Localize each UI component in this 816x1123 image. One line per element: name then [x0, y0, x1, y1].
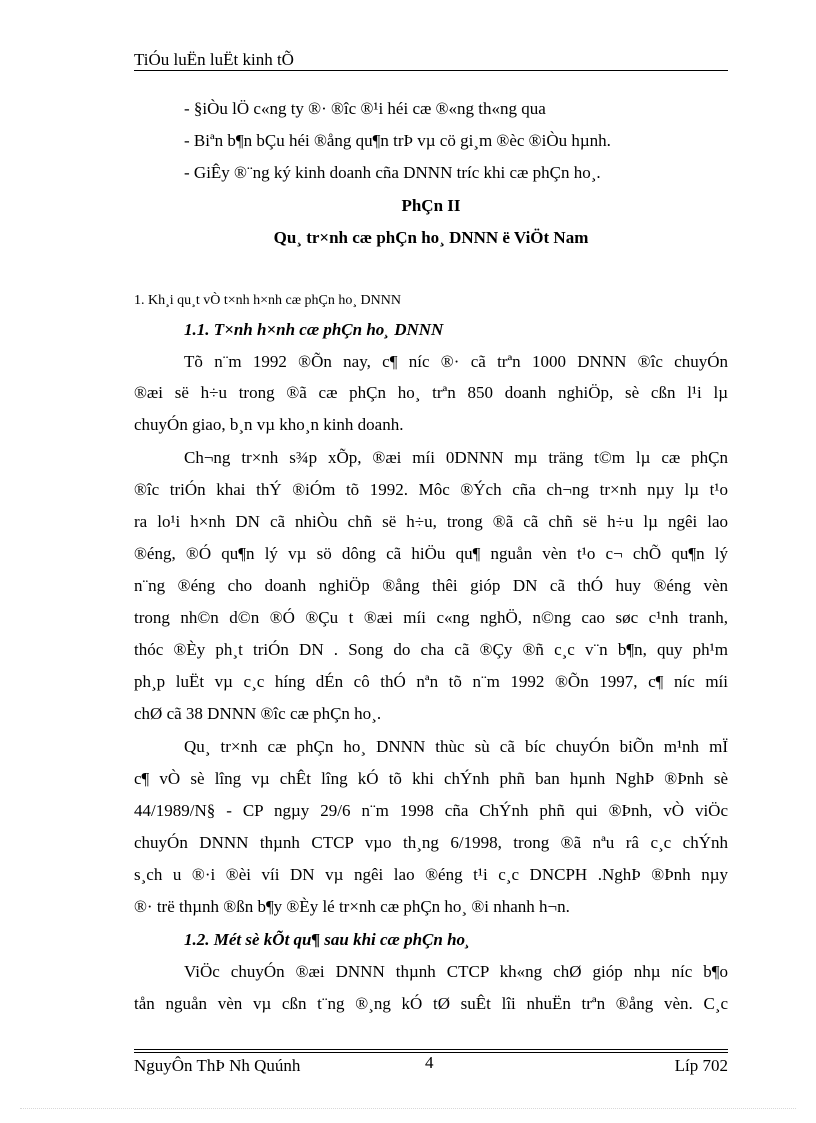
section-heading: 1. Kh¸i qu¸t vÒ t×nh h×nh cæ phÇn ho¸ DNNN — [134, 293, 401, 308]
paragraph-line: chuyÓn DNNN thµnh CTCP vµo th¸ng 6/1998, trong ®ã nªu râ c¸c chÝnh — [134, 833, 728, 852]
paragraph-line: thóc ®Èy ph¸t triÓn DN . Song do cha cã ®Çy ®ñ c¸c v¨n b¶n, quy ph¹m — [134, 640, 728, 659]
bullet-line: - §iÒu lÖ c«ng ty ®· ®îc ®¹i héi cæ ®«ng th«ng qua — [184, 99, 546, 118]
paragraph-line: ®æi së h÷u trong ®ã cæ phÇn ho¸ trªn 850 doanh nghiÖp, sè cßn l¹i lµ — [134, 383, 728, 402]
page-bottom-edge — [20, 1108, 796, 1109]
part-title: Qu¸ tr×nh cæ phÇn ho¸ DNNN ë ViÖt Nam — [273, 228, 589, 247]
paragraph-line: chØ cã 38 DNNN ®îc cæ phÇn ho¸. — [134, 704, 382, 723]
paragraph-line: ra lo¹i h×nh DN cã nhiÒu chñ së h÷u, trong ®ã cã chñ së h÷u lµ ngêi lao — [134, 512, 728, 531]
paragraph-line: c¶ vÒ sè lîng vµ chÊt lîng kÓ tõ khi chÝnh phñ ban hµnh NghÞ ®Þnh sè — [134, 769, 728, 788]
paragraph-line: trong nh©n d©n ®Ó ®Çu t ®æi míi c«ng nghÖ, n©ng cao søc c¹nh tranh, — [134, 608, 728, 627]
bullet-line: - GiÊy ®¨ng ký kinh doanh cña DNNN tríc khi cæ phÇn ho¸. — [184, 163, 601, 182]
footer-author: NguyÔn ThÞ Nh Quúnh — [134, 1056, 301, 1075]
subsection-heading: 1.1. T×nh h×nh cæ phÇn ho¸ DNNN — [184, 320, 444, 339]
paragraph-line: s¸ch u ®·i ®èi víi DN vµ ngêi lao ®éng t¹i c¸c DNCPH .NghÞ ®Þnh nµy — [134, 865, 728, 884]
paragraph-line: ®îc triÓn khai thÝ ®iÓm tõ 1992. Môc ®Ých cña ch¬ng tr×nh nµy lµ t¹o — [134, 480, 728, 499]
paragraph-line: chuyÓn giao, b¸n vµ kho¸n kinh doanh. — [134, 415, 404, 434]
paragraph-line: n¨ng ®éng cho doanh nghiÖp ®ång thêi gióp DN cã thÓ huy ®éng vèn — [134, 576, 728, 595]
paragraph-line: 44/1989/N§ - CP ngµy 29/6 n¨m 1998 cña ChÝnh phñ qui ®Þnh, vÒ viÖc — [134, 801, 728, 820]
bullet-line: - Biªn b¶n bÇu héi ®ång qu¶n trÞ vµ cö gi¸m ®èc ®iÒu hµnh. — [184, 131, 611, 150]
paragraph-line: Tõ n¨m 1992 ®Õn nay, c¶ níc ®· cã trªn 1000 DNNN ®îc chuyÓn — [184, 352, 728, 371]
paragraph-line: Ch¬ng tr×nh s¾p xÕp, ®æi míi 0DNNN mµ träng t©m lµ cæ phÇn — [184, 448, 728, 467]
part-number: PhÇn II — [401, 196, 461, 215]
footer-rule — [134, 1049, 728, 1050]
paragraph-line: Qu¸ tr×nh cæ phÇn ho¸ DNNN thùc sù cã bíc chuyÓn biÕn m¹nh mÏ — [184, 737, 728, 756]
paragraph-line: tån nguån vèn vµ cßn t¨ng ®¸ng kÓ tØ suÊt lîi nhuËn trªn ®ång vèn. C¸c — [134, 994, 728, 1013]
page-number: 4 — [425, 1053, 434, 1072]
running-header: TiÓu luËn luËt kinh tÕ — [134, 50, 294, 69]
subsection-heading: 1.2. Mét sè kÕt qu¶ sau khi cæ phÇn ho¸ — [184, 930, 471, 949]
header-rule — [134, 70, 728, 71]
paragraph-line: ®éng, ®Ó qu¶n lý vµ sö dông cã hiÖu qu¶ nguån vèn t¹o c¬ chÕ qu¶n lý — [134, 544, 728, 563]
paragraph-line: ph¸p luËt vµ c¸c híng dÉn cô thÓ nªn tõ n¨m 1992 ®Õn 1997, c¶ níc míi — [134, 672, 728, 691]
paragraph-line: ®· trë thµnh ®ßn b¶y ®Èy lé tr×nh cæ phÇn ho¸ ®i nhanh h¬n. — [134, 897, 570, 916]
paragraph-line: ViÖc chuyÓn ®æi DNNN thµnh CTCP kh«ng chØ gióp nhµ níc b¶o — [184, 962, 728, 981]
footer-class: Líp 702 — [674, 1056, 728, 1075]
